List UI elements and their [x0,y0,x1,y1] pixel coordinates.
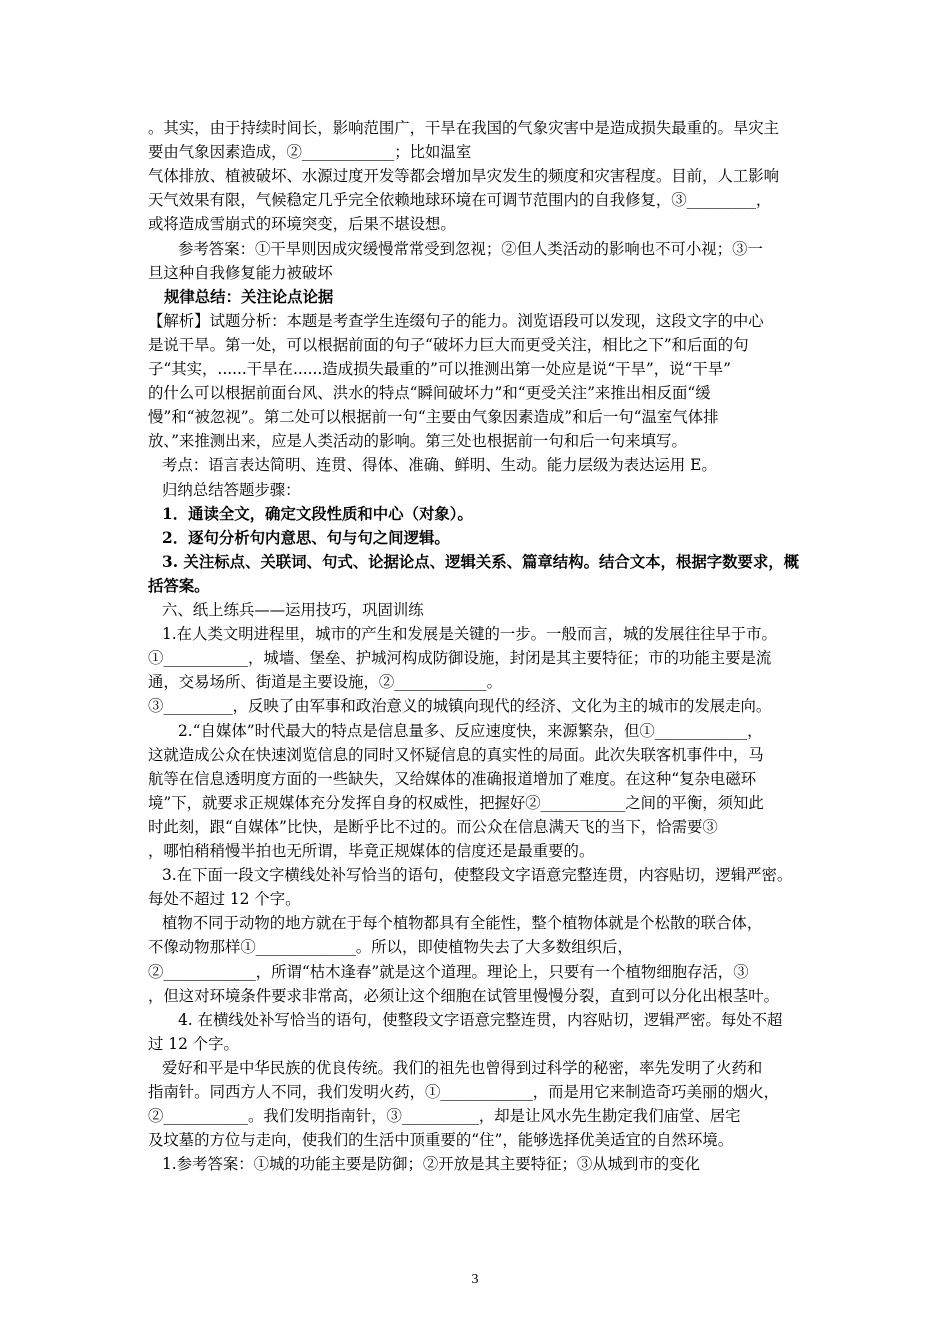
text-line: ①___________，城墙、堡垒、护城河构成防御设施，封闭是其主要特征；市的功能主要是流 [148,649,772,668]
text-line: ，但这对环境条件要求非常高，必须让这个细胞在试管里慢慢分裂，直到可以分化出根茎叶。 [148,986,780,1005]
text-line: 考点：语言表达简明、连贯、得体、准确、鲜明、生动。能力层级为表达运用 E。 [162,456,717,475]
text-line: 过 12 个字。 [148,1034,239,1053]
text-line: 2.“自媒体”时代最大的特点是信息量多、反应速度快，来源繁杂，但①____________， [178,721,763,740]
text-line: 六、纸上练兵——运用技巧，巩固训练 [162,601,424,619]
text-line: 旦这种自我修复能力被破坏 [148,263,333,282]
text-line: 航等在信息透明度方面的一些缺失，又给媒体的准确报道增加了难度。在这种“复杂电磁环 [148,769,757,788]
text-line: ③_________，反映了由军事和政治意义的城镇向现代的经济、文化为主的城市的发展走向。 [148,697,772,716]
text-line: 1.在人类文明进程里，城市的产生和发展是关键的一步。一般而言，城的发展往往早于市。 [162,625,777,644]
text-line: 每处不超过 12 个字。 [148,890,301,909]
text-line: 归纳总结答题步骤： [162,480,301,499]
text-line: 子“其实，......干旱在......造成损失最重的”可以推测出第一处应是说“干旱”，说“干旱” [148,360,732,378]
text-line: 不像动物那样①_____________。所以，即使植物失去了大多数组织后， [148,938,633,957]
text-line: ②___________。我们发明指南针，③__________，却是让风水先生勘定我们庙堂、居宅 [148,1107,741,1126]
text-line: 4. 在横线处补写恰当的语句，使整段文字语意完整连贯，内容贴切，逻辑严密。每处不超 [178,1010,783,1029]
text-line: 的什么可以根据前面台风、洪水的特点“瞬间破坏力”和“更受关注”来推出相反面“缓 [148,384,711,403]
text-line: 规律总结：关注论点论据 [164,287,334,306]
text-line: 1．通读全文，确定文段性质和中心（对象）。 [162,504,473,523]
text-line: 放、”来推测出来，应是人类活动的影响。第三处也根据前一句和后一句来填写。 [148,432,687,451]
text-line: 要由气象因素造成，②____________；比如温室 [148,143,472,162]
text-line: ②____________，所谓“枯木逢春”就是这个道理。理论上，只要有一个植物细胞存活，③ [148,962,749,981]
text-line: 境”下，就要求正规媒体充分发挥自身的权威性，把握好②___________之间的平衡，须知此 [148,793,764,812]
text-line: 慢”和“被忽视”。第二处可以根据前一句“主要由气象因素造成”和后一句“温室气体排 [148,408,719,427]
text-line: 及坟墓的方位与走向，使我们的生活中顶重要的“住”，能够选择优美适宜的自然环境。 [148,1131,734,1150]
text-line: ，哪怕稍稍慢半拍也无所谓，毕竟正规媒体的信度还是最重要的。 [148,842,595,860]
text-line: 【解析】试题分析：本题是考查学生连缀句子的能力。浏览语段可以发现，这段文字的中心 [148,311,764,330]
text-line: 括答案。 [148,576,210,595]
text-line: 3.在下面一段文字横线处补写恰当的语句，使整段文字语意完整连贯，内容贴切，逻辑严密。 [162,866,793,885]
text-line: 1.参考答案：①城的功能主要是防御；②开放是其主要特征；③从城到市的变化 [162,1155,700,1174]
text-line: 爱好和平是中华民族的优良传统。我们的祖先也曾得到过科学的秘密，率先发明了火药和 [162,1058,763,1077]
text-line: 时此刻，跟“自媒体”比快，是断乎比不过的。而公众在信息满天飞的当下，恰需要③ [148,817,718,836]
text-line: 指南针。同西方人不同，我们发明火药，①____________，而是用它来制造奇巧美丽的烟火， [148,1083,780,1101]
text-line: 3. 关注标点、关联词、句式、论据论点、逻辑关系、篇章结构。结合文本，根据字数要求，概 [162,552,800,571]
text-line: 气体排放、植被破坏、水源过度开发等都会增加旱灾发生的频度和灾害程度。目前，人工影响 [148,167,780,186]
text-line: 。其实，由于持续时间长，影响范围广，干旱在我国的气象灾害中是造成损失最重的。旱灾主 [148,119,780,137]
text-line: 天气效果有限，气候稳定几乎完全依赖地球环境在可调节范围内的自我修复，③_________， [148,191,772,210]
text-line: 通，交易场所、街道是主要设施，②____________。 [148,673,502,692]
text-line: 或将造成雪崩式的环境突变，后果不堪设想。 [148,215,456,234]
text-line: 2．逐句分析句内意思、句与句之间逻辑。 [162,528,450,547]
text-line: 是说干旱。第一处，可以根据前面的句子“破坏力巨大而更受关注，相比之下”和后面的句 [148,335,749,354]
text-line: 这就造成公众在快速浏览信息的同时又怀疑信息的真实性的局面。此次失联客机事件中，马 [148,745,764,764]
text-line: 参考答案：①干旱则因成灾缓慢常常受到忽视；②但人类活动的影响也不可小视；③一 [178,239,763,258]
text-line: 植物不同于动物的地方就在于每个植物都具有全能性，整个植物体就是个松散的联合体， [162,914,763,933]
page-number: 3 [471,1272,479,1287]
